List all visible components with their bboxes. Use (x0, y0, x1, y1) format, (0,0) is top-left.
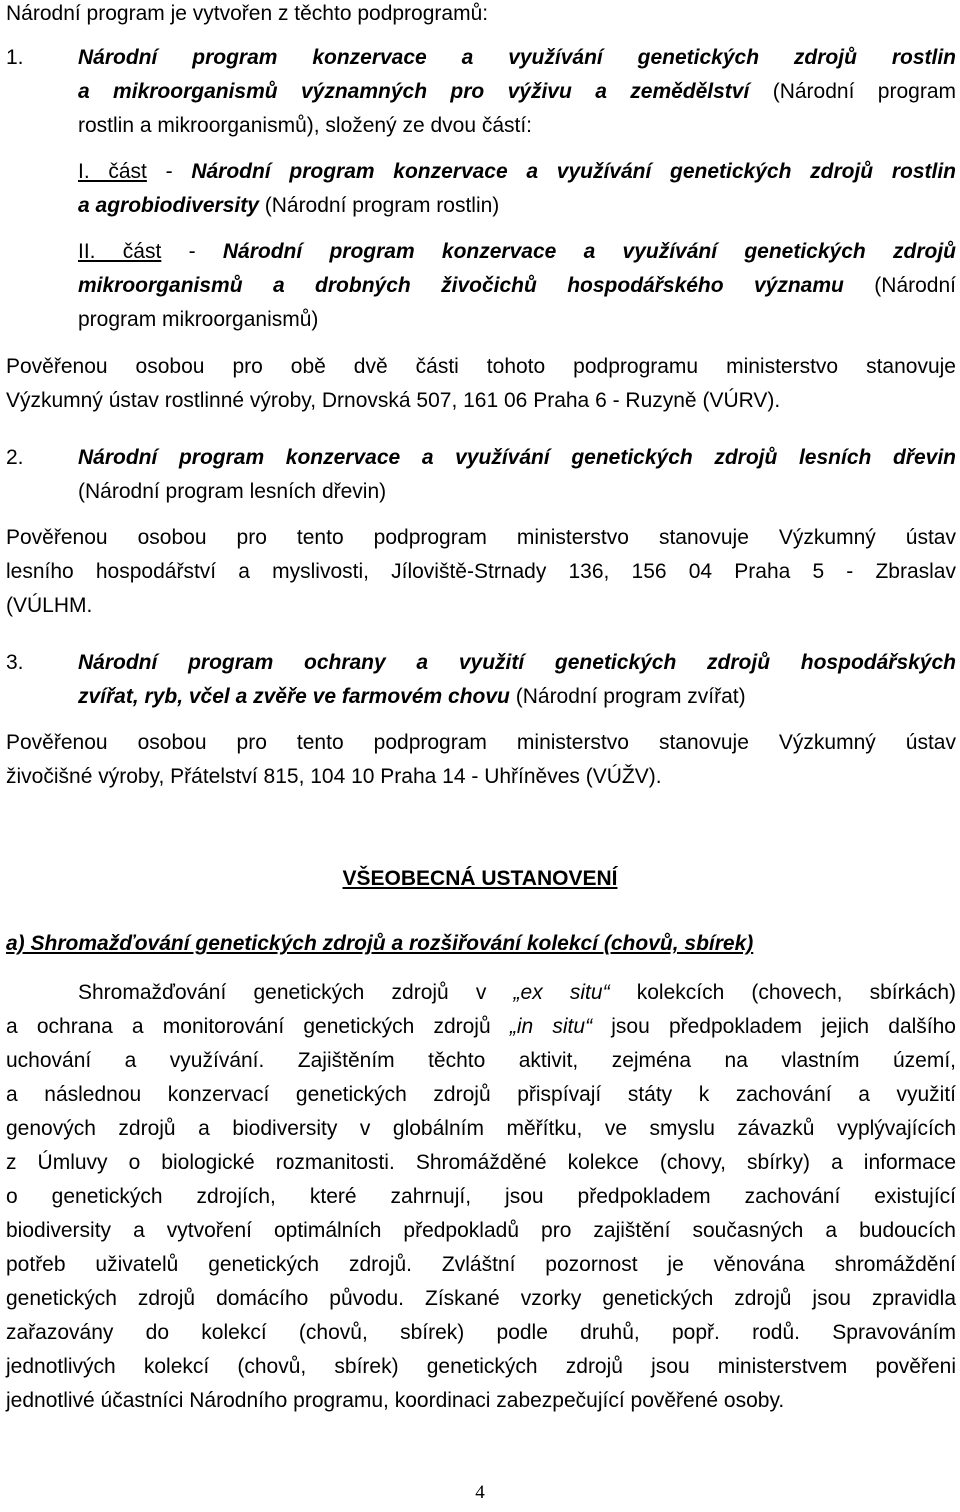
part2-line3: program mikroorganismů) (78, 308, 319, 331)
item3-short-name: (Národní program zvířat) (509, 685, 746, 708)
section-a-line-7: o genetických zdrojích, které zahrnují, jsou předpokladem zachování existující (6, 1185, 956, 1208)
section-a-line-2-text-b: jsou předpokladem jejich dalšího (611, 1015, 956, 1038)
section-a-line-4: a následnou konzervací genetických zdrojů přispívají státy k zachování a využití (6, 1083, 956, 1106)
part1-separator: - (146, 160, 192, 183)
list-number-1: 1. (6, 46, 24, 69)
item2-line2: (Národní program lesních dřevin) (78, 480, 387, 503)
section-a-line-12: jednotlivých kolekcí (chovů, sbírek) genetických zdrojů jsou ministerstvem pověřeni (6, 1355, 956, 1378)
part2-label: II. část (78, 240, 162, 263)
part1-title-part2: a agrobiodiversity (78, 194, 259, 217)
section-heading (0, 867, 960, 891)
in-situ-term: in situ (516, 1015, 586, 1038)
part1-label: I. část (78, 160, 147, 183)
item1-title-part1: Národní program konzervace a využívání genetických zdrojů rostlin (78, 46, 956, 69)
section-a-line-9: potřeb uživatelů genetických zdrojů. Zvláštní pozornost je věnována shromáždění (6, 1253, 956, 1276)
page-number: 4 (475, 1482, 485, 1503)
intro-text: Národní program je vytvořen z těchto podprogramů: (6, 2, 489, 25)
part1-line1 (78, 160, 956, 184)
quote-open-2: „ (509, 1015, 517, 1038)
item1-responsible-line2: Výzkumný ústav rostlinné výroby, Drnovská 507, 161 06 Praha 6 - Ruzyně (VÚRV). (6, 389, 781, 412)
ex-situ-term: ex situ (520, 981, 603, 1004)
part1-line2 (78, 194, 956, 218)
list-number-3: 3. (6, 651, 24, 674)
section-a-line-13: jednotlivé účastníci Národního programu, koordinaci zabezpečující pověřené osoby. (6, 1389, 785, 1412)
section-a-line-5: genových zdrojů a biodiversity v globálním měřítku, ve smyslu závazků vyplývajících (6, 1117, 956, 1140)
item1-line2 (78, 80, 956, 104)
section-a-title (6, 932, 956, 956)
part2-line2 (78, 274, 956, 298)
item1-short-name-start: (Národní program (749, 80, 956, 103)
part1-short-name: (Národní program rostlin) (258, 194, 500, 217)
section-a-line-1-text-a: Shromažďování genetických zdrojů v (78, 981, 487, 1004)
part2-short-name-start: (Národní (843, 274, 956, 297)
section-a-line-1 (78, 981, 956, 1005)
item1-responsible-line1: Pověřenou osobou pro obě dvě části tohoto podprogramu ministerstvo stanovuje (6, 355, 956, 378)
section-a-line-8: biodiversity a vytvoření optimálních předpokladů pro zajištění současných a budoucích (6, 1219, 956, 1242)
item2-responsible-line1: Pověřenou osobou pro tento podprogram ministerstvo stanovuje Výzkumný ústav (6, 526, 956, 549)
item3-title-part1: Národní program ochrany a využití genetických zdrojů hospodářských (78, 651, 956, 674)
section-a-line-3: uchování a využívání. Zajištěním těchto aktivit, zejména na vlastním území, (6, 1049, 956, 1072)
part1-title-part1: Národní program konzervace a využívání genetických zdrojů rostlin (191, 160, 956, 183)
section-a-title-text: a) Shromažďování genetických zdrojů a rozšiřování kolekcí (chovů, sbírek) (6, 932, 754, 955)
part2-title-part2: mikroorganismů a drobných živočichů hospodářského významu (78, 274, 844, 297)
item1-line1 (78, 46, 956, 70)
item3-responsible-line2: živočišné výroby, Přátelství 815, 104 10 Praha 14 - Uhříněves (VÚŽV). (6, 765, 662, 788)
section-a-line-1-text-b: kolekcích (chovech, sbírkách) (636, 981, 956, 1004)
item1-line3: rostlin a mikroorganismů), složený ze dvou částí: (78, 114, 533, 137)
section-heading-text: VŠEOBECNÁ USTANOVENÍ (342, 867, 618, 890)
item1-title-part2: a mikroorganismů významných pro výživu a zemědělství (78, 80, 750, 103)
part2-title-part1: Národní program konzervace a využívání genetických zdrojů (222, 240, 956, 263)
quote-close-2: “ (585, 1015, 593, 1038)
quote-open-1: „ (513, 981, 521, 1004)
section-a-line-11: zařazovány do kolekcí (chovů, sbírek) podle druhů, popř. rodů. Spravováním (6, 1321, 956, 1344)
section-a-line-2-text-a: a ochrana a monitorování genetických zdrojů (6, 1015, 491, 1038)
section-a-line-2 (6, 1015, 956, 1039)
item2-responsible-line2: lesního hospodářství a myslivosti, Jíloviště-Strnady 136, 156 04 Praha 5 - Zbraslav (6, 560, 956, 583)
list-number-2: 2. (6, 446, 24, 469)
quote-close-1: “ (602, 981, 610, 1004)
part2-separator: - (161, 240, 223, 263)
item2-responsible-line3: (VÚLHM. (6, 594, 93, 617)
item3-line2 (78, 685, 956, 709)
item2-line1 (78, 446, 956, 470)
section-a-line-10: genetických zdrojů domácího původu. Získané vzorky genetických zdrojů jsou zpravidla (6, 1287, 956, 1310)
item3-line1 (78, 651, 956, 675)
item3-title-part2: zvířat, ryb, včel a zvěře ve farmovém chovu (78, 685, 510, 708)
part2-line1 (78, 240, 956, 264)
item3-responsible-line1: Pověřenou osobou pro tento podprogram ministerstvo stanovuje Výzkumný ústav (6, 731, 956, 754)
item2-title: Národní program konzervace a využívání genetických zdrojů lesních dřevin (78, 446, 956, 469)
section-a-line-6: z Úmluvy o biologické rozmanitosti. Shromážděné kolekce (chovy, sbírky) a informace (6, 1151, 956, 1174)
